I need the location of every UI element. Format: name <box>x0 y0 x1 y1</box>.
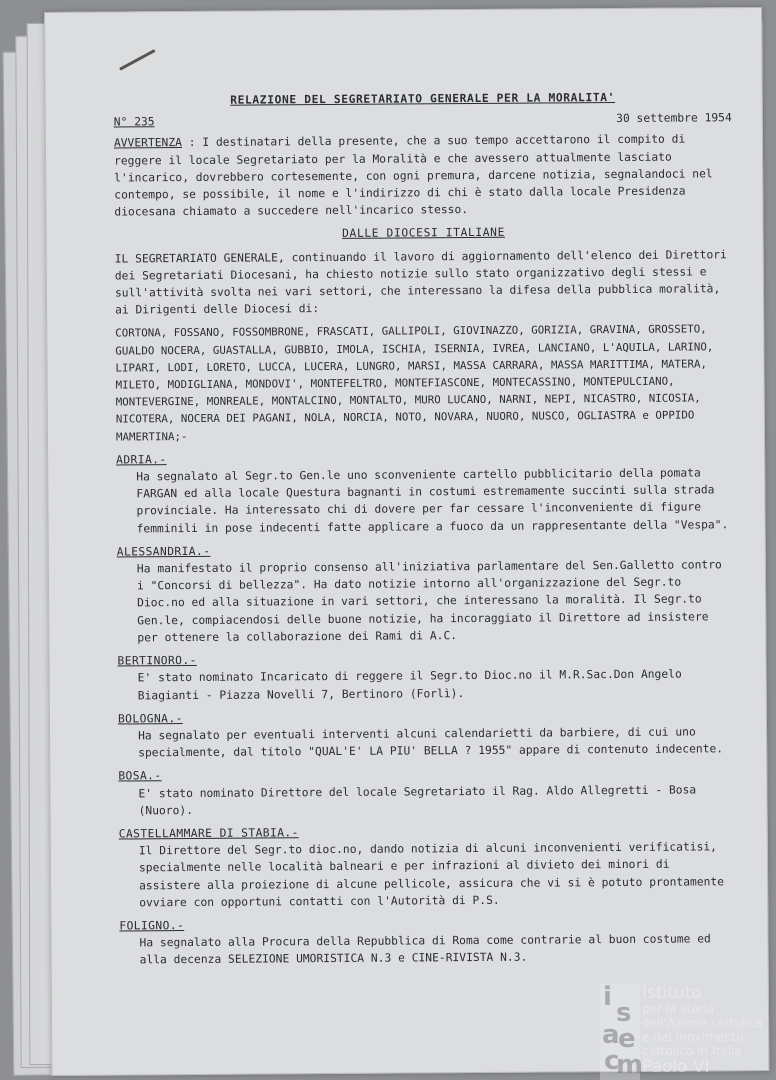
document-sheet <box>44 7 769 1076</box>
entry-place: BOSA.- <box>118 769 162 783</box>
entry-text: Ha segnalato per eventuali interventi alcuni calendarietti da barbiere, di cui uno specialmente, dal titolo "QUAL'E' LA PIU' BELLA ? 1955" appare di contenuto indecente. <box>138 725 724 760</box>
entry-text: Ha segnalato al Segr.to Gen.le uno sconveniente cartello pubblicitario della pomata FARGAN ed alla locale Questura bagnanti in costumi estremamente succinti sulla strada provinciale. Ha interessato chi di dovere per far cessare l'inconveniente di figure femminili in pose indecenti fatte applicare a fuoco da un rappresentante della "Vespa". <box>136 466 729 536</box>
entry <box>119 821 738 911</box>
logo-letter: c <box>604 1046 620 1076</box>
report-number: N° 235 <box>113 115 155 129</box>
notice-label: AVVERTENZA <box>113 136 182 150</box>
entry-text: E' stato nominato Incaricato di reggere il Segr.to Dioc.no il M.R.Sac.Don Angelo Biagianti - Piazza Novelli 7, Bertinoro (Forlì). <box>137 667 682 702</box>
watermark-line: Istituto <box>642 983 702 1003</box>
entry <box>118 706 736 762</box>
diocese-list: CORTONA, FOSSANO, FOSSOMBRONE, FRASCATI, GALLIPOLI, GIOVINAZZO, GORIZIA, GRAVINA, GROSSETO, GUALDO NOCERA, GUASTALLA, GUBBIO, IMOLA, ISCHIA, ISERNIA, IVREA, LANCIANO, L'AQUILA, LARINO, LIPARI, LODI, LORETO, LUCCA, LUCERA, LUNGRO, MARSI, MASSA CARRARA, MASSA MARITTIMA, MATERA, MILETO, MODIGLIANA, MONDOVI', MONTEFELTRO, MONTEFIASCONE, MONTECASSINO, MONTEPULCIANO, MONTEVERGINE, MONREALE, MONTALCINO, MONTALTO, MURO LUCANO, NARNI, NEPI, NICASTRO, NICOSIA, NICOTERA, NOCERA DEI PAGANI, NOLA, NORCIA, NOTO, NOVARA, NUORO, NUSCO, OGLIASTRA e OPPIDO MAMERTINA;- <box>115 322 714 444</box>
watermark-line: cattolico in Italia <box>642 1044 742 1058</box>
entry-text: Ha segnalato alla Procura della Repubblica di Roma come contrarie al buon costume ed alla decenza SELEZIONE UMORISTICA N.3 e CINE-RIVISTA N.3. <box>139 932 711 967</box>
entry-place: FOLIGNO.- <box>119 918 185 933</box>
staple-mark <box>119 49 156 71</box>
watermark-line: Paolo VI <box>642 1057 710 1077</box>
notice-text: : I destinatari della presente, che a suo tempo accettarono il compito di reggere il locale Segretariato per la Moralità e che avessero attualmente lasciato l'incarico, dovrebbero cortesemente, con ogni premura, darcene notizia, segnalandoci nel contempo, se possibile, il nome e l'indirizzo di chi è stato dalla locale Presidenza diocesana chiamato a succedere nell'incarico stesso. <box>113 132 713 219</box>
logo-letter: i <box>603 982 612 1012</box>
logo-letter: s <box>616 998 632 1028</box>
entry-place: BERTINORO.- <box>117 654 197 668</box>
watermark-line: per la storia <box>642 1002 715 1016</box>
entry-text: Il Direttore del Segr.to dioc.no, dando notizia di alcuni inconvenienti verificatisi, specialmente nelle località balneari e per infrazioni al divieto dei minori di assistere alla proiezione di alcune pellicole, assicura che vi si è potuto prontamente ovviare con opportuni contatti con l'Autorità di P.S. <box>138 840 725 910</box>
entry <box>116 447 735 537</box>
logo-letter: a <box>602 1020 620 1050</box>
entry-text: E' stato nominato Direttore del locale Segretariato il Rag. Aldo Allegretti - Bosa (Nuoro). <box>138 782 697 818</box>
watermark-logo-icon <box>600 982 644 1080</box>
entry-place: ALESSANDRIA.- <box>116 544 211 559</box>
notice-paragraph <box>114 131 733 221</box>
entry <box>119 913 737 969</box>
logo-letter: m <box>616 1050 644 1080</box>
entry-place: ADRIA.- <box>116 453 167 467</box>
document-title: RELAZIONE DEL SEGRETARIATO GENERALE PER LA MORALITA' <box>230 91 616 107</box>
document-content <box>114 88 738 969</box>
watermark-line: e del movimento <box>642 1030 744 1044</box>
entry <box>117 539 736 647</box>
watermark-text <box>642 984 762 1076</box>
archive-watermark <box>600 980 776 1080</box>
intro-paragraph: IL SEGRETARIATO GENERALE, continuando il lavoro di aggiornamento dell'elenco dei Direttori dei Segretariati Diocesani, ha chiesto notizie sullo stato organizzativo degli stessi e sull'attività svolta nei vari settori, che interessano la difesa della pubblica moralità, ai Dirigenti delle Diocesi di: <box>114 247 727 317</box>
entry-place: CASTELLAMMARE DI STABIA.- <box>118 826 299 841</box>
entry-text: Ha manifestato il proprio consenso all'iniziativa parlamentare del Sen.Galletto contro i "Concorsi di bellezza". Ha dato notizie intorno all'organizzazione del Segr.to Dioc.no ed alla situazione in vari settori, che interessano la moralità. Il Segr.to Gen.le, compiacendosi delle buone notizie, ha incoraggiato il Direttore ad insistere per ottenere la collaborazione dei Rami di A.C. <box>136 558 722 645</box>
entry-place: BOLOGNA.- <box>117 711 183 726</box>
entry <box>118 763 736 819</box>
report-date: 30 settembre 1954 <box>616 111 732 126</box>
entry <box>117 648 735 704</box>
watermark-line: dell'Azione cattolica <box>642 1016 763 1030</box>
logo-letter: e <box>618 1024 636 1054</box>
section-title: DALLE DIOCESI ITALIANE <box>342 226 506 241</box>
number-date-row <box>114 109 732 131</box>
